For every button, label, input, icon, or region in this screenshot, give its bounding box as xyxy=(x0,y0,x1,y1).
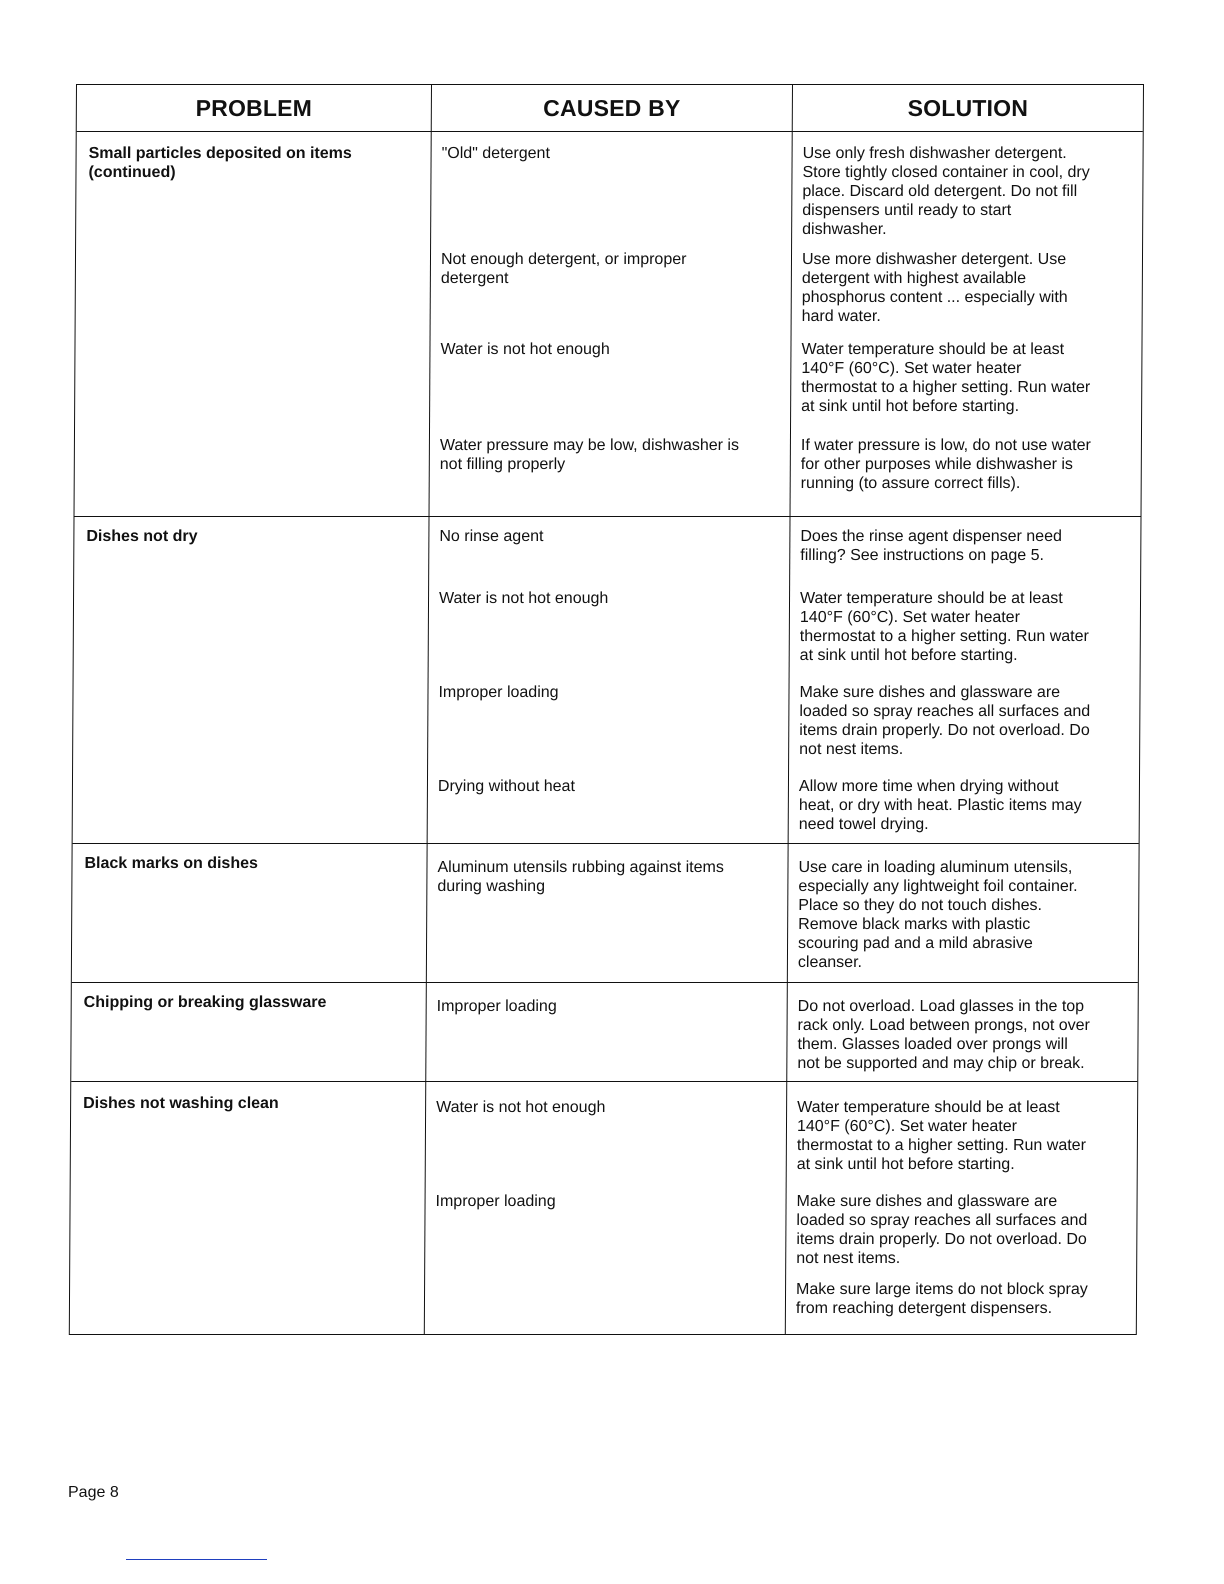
solution-text: Allow more time when drying without heat, or dry with heat. Plastic items may need towel drying. xyxy=(798,778,1082,833)
solution-cell xyxy=(787,844,1139,982)
problem-cell: Black marks on dishes xyxy=(84,855,258,872)
header-solution: SOLUTION xyxy=(792,85,1143,131)
cause-text: "Old" detergent xyxy=(441,145,550,162)
header-problem: PROBLEM xyxy=(195,94,313,121)
solution-text: Does the rinse agent dispenser need filling? See instructions on page 5. xyxy=(800,528,1062,564)
solution-text: Use more dishwasher detergent. Use detergent with highest available phosphorus content ... especially with hard water. xyxy=(801,251,1068,325)
solution-text: Make sure dishes and glassware are loaded so spray reaches all surfaces and items drain properly. Do not overload. Do not nest items. xyxy=(799,684,1091,758)
caused-by-cell xyxy=(427,517,790,843)
table-row xyxy=(75,131,1143,516)
header-caused-by: CAUSED BY xyxy=(431,85,792,131)
caused-by-cell xyxy=(426,844,788,982)
table-row xyxy=(73,516,1141,843)
solution-cell xyxy=(786,983,1138,1081)
table-body xyxy=(70,131,1143,1334)
cause-text: Improper loading xyxy=(435,1193,556,1210)
cause-text: No rinse agent xyxy=(439,528,544,545)
caused-by-cell xyxy=(425,983,787,1081)
cause-text: Water is not hot enough xyxy=(438,590,609,607)
table-row xyxy=(71,982,1138,1081)
solution-text: If water pressure is low, do not use water for other purposes while dishwasher is running (to assure correct fills). xyxy=(800,437,1091,492)
solution-cell xyxy=(788,517,1141,843)
cause-text: Not enough detergent, or improper detergent xyxy=(440,251,687,287)
solution-text: Use care in loading aluminum utensils, especially any lightweight foil container. Place so they do not touch dishes. Remove black marks with plastic scouring pad and a mild abrasive cleanser. xyxy=(797,859,1078,971)
cause-text: Water is not hot enough xyxy=(440,341,610,358)
solution-text: Make sure large items do not block spray from reaching detergent dispensers. xyxy=(795,1281,1088,1317)
problem-cell: Small particles deposited on items (continued) xyxy=(88,145,352,181)
solution-text: Water temperature should be at least 140°F (60°C). Set water heater thermostat to a higher setting. Run water at sink until hot before starting. xyxy=(799,590,1089,664)
cause-text: Water pressure may be low, dishwasher is not filling properly xyxy=(439,437,740,473)
solution-text: Water temperature should be at least 140°F (60°C). Set water heater thermostat to a higher setting. Run water at sink until hot before starting. xyxy=(796,1099,1086,1173)
footer-rule xyxy=(126,1559,267,1560)
problem-cell: Chipping or breaking glassware xyxy=(83,994,327,1011)
cause-text: Improper loading xyxy=(438,684,559,701)
troubleshooting-table xyxy=(69,84,1144,1335)
table-row xyxy=(70,1081,1137,1334)
solution-cell xyxy=(785,1082,1137,1334)
solution-text: Do not overload. Load glasses in the top rack only. Load between prongs, not over them. Glasses loaded over prongs will not be supported and may chip or break. xyxy=(797,998,1090,1072)
caused-by-cell xyxy=(429,132,792,516)
table-header-row xyxy=(77,85,1143,131)
cause-text: Aluminum utensils rubbing against items during washing xyxy=(437,859,724,895)
solution-cell xyxy=(790,132,1143,516)
solution-text: Make sure dishes and glassware are loaded so spray reaches all surfaces and items drain properly. Do not overload. Do not nest items. xyxy=(796,1193,1088,1267)
solution-text: Water temperature should be at least 140°F (60°C). Set water heater thermostat to a higher setting. Run water at sink until hot before starting. xyxy=(801,341,1091,415)
solution-text: Use only fresh dishwasher detergent. Store tightly closed container in cool, dry place. Discard old detergent. Do not fill dispensers until ready to start dishwasher. xyxy=(802,145,1090,238)
problem-cell: Dishes not washing clean xyxy=(83,1095,279,1112)
problem-cell: Dishes not dry xyxy=(86,528,198,545)
cause-text: Drying without heat xyxy=(437,778,575,795)
table-row xyxy=(72,843,1139,982)
page-number: Page 8 xyxy=(68,1484,119,1501)
cause-text: Improper loading xyxy=(436,998,557,1015)
cause-text: Water is not hot enough xyxy=(436,1099,606,1116)
caused-by-cell xyxy=(424,1082,786,1334)
